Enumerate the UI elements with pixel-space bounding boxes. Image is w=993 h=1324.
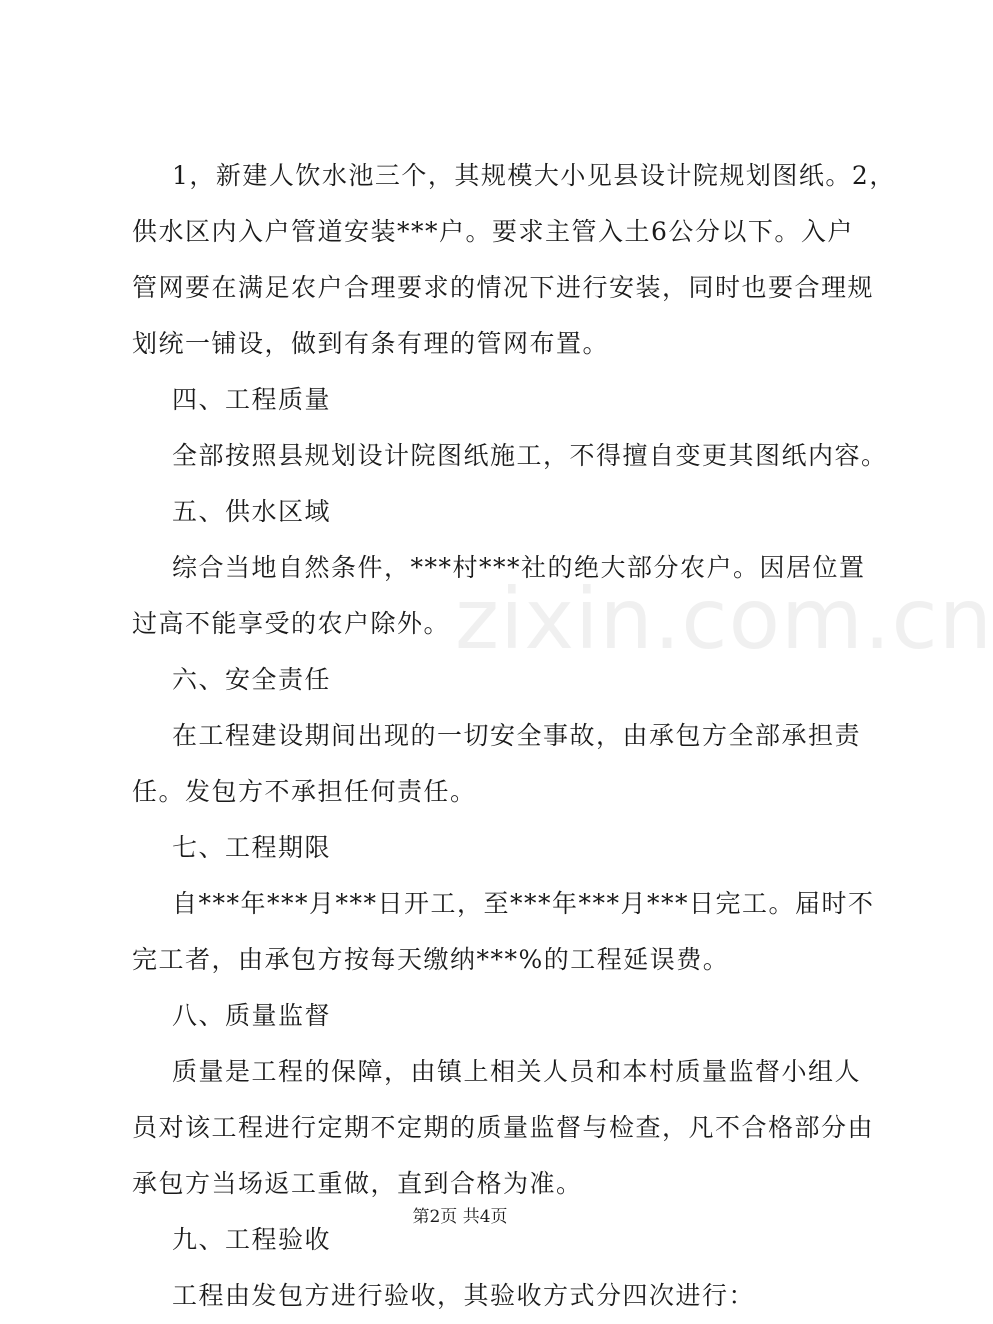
section-heading-supply-area: 五、供水区域 (172, 497, 332, 526)
paragraph-line: 供水区内入户管道安装***户。要求主管入土6公分以下。入户 (132, 217, 854, 246)
document-body (132, 148, 896, 1324)
section-heading-schedule: 七、工程期限 (172, 833, 332, 862)
paragraph-line: 任。发包方不承担任何责任。 (132, 777, 477, 806)
paragraph-line: 管网要在满足农户合理要求的情况下进行安装，同时也要合理规 (132, 273, 875, 302)
section-heading-acceptance: 九、工程验收 (172, 1225, 332, 1254)
paragraph-line: 综合当地自然条件，***村***社的绝大部分农户。因居位置 (172, 553, 866, 582)
paragraph-line: 承包方当场返工重做，直到合格为准。 (132, 1169, 583, 1198)
section-heading-supervision: 八、质量监督 (172, 1001, 332, 1030)
paragraph-line: 过高不能享受的农户除外。 (132, 609, 451, 638)
paragraph-line: 在工程建设期间出现的一切安全事故，由承包方全部承担责 (172, 721, 862, 750)
paragraph-line: 1，新建人饮水池三个，其规模大小见县设计院规划图纸。2， (172, 161, 896, 190)
paragraph-line: 员对该工程进行定期不定期的质量监督与检查，凡不合格部分由 (132, 1113, 875, 1142)
section-heading-quality: 四、工程质量 (172, 385, 332, 414)
paragraph-line: 划统一铺设，做到有条有理的管网布置。 (132, 329, 610, 358)
paragraph-line: 工程由发包方进行验收，其验收方式分四次进行： (172, 1281, 756, 1310)
paragraph-line: 质量是工程的保障，由镇上相关人员和本村质量监督小组人 (172, 1057, 862, 1086)
paragraph-line: 自***年***月***日开工，至***年***月***日完工。届时不 (172, 889, 875, 918)
page-footer: 第2页 共4页 (412, 1207, 508, 1227)
watermark: zixin.com.cn (455, 570, 993, 668)
section-heading-safety: 六、安全责任 (172, 665, 332, 694)
paragraph-line: 全部按照县规划设计院图纸施工，不得擅自变更其图纸内容。 (172, 441, 888, 470)
paragraph-line: 完工者，由承包方按每天缴纳***%的工程延误费。 (132, 945, 730, 974)
